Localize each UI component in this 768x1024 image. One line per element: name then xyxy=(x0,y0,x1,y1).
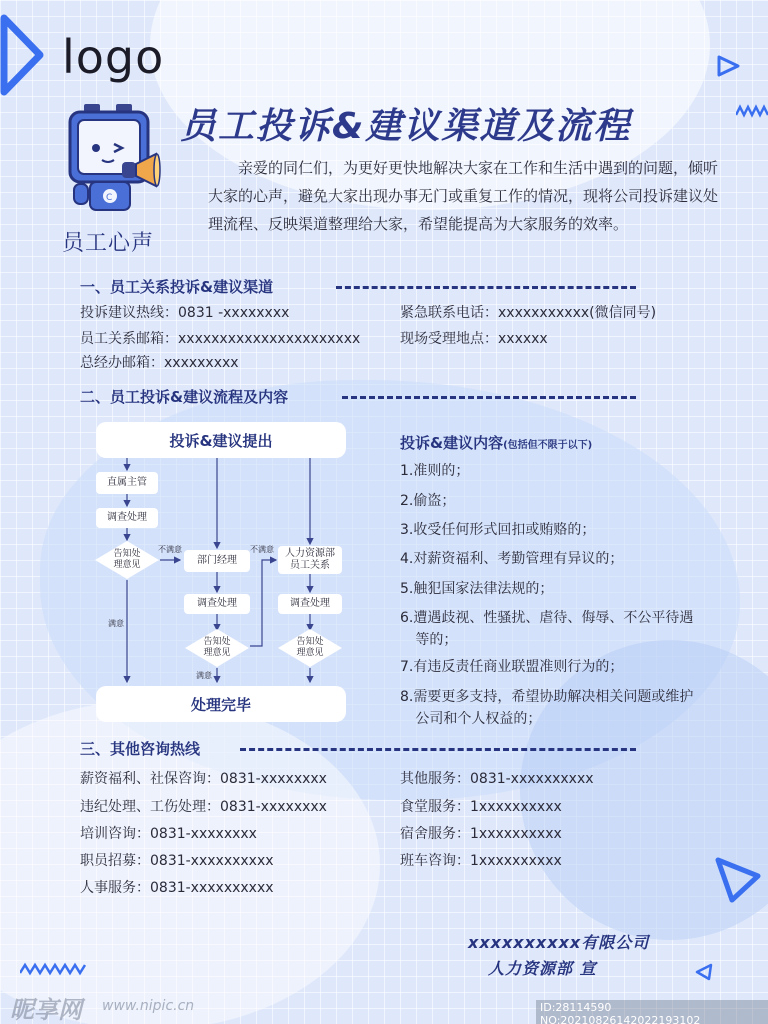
content-item xyxy=(400,578,720,600)
flow-notify: 告知处 理意见 xyxy=(113,549,141,570)
content-item xyxy=(400,656,720,678)
flow-label-satisfied: 满意 xyxy=(196,671,212,680)
hotline-item: 薪资福利、社保咨询：0831-xxxxxxxx xyxy=(80,771,327,787)
flow-notify: 告知处 理意见 xyxy=(203,637,231,658)
flow-decision xyxy=(94,540,160,580)
watermark-brand: 昵享网 xyxy=(10,996,82,1024)
flow-start: 投诉&建议提出 xyxy=(96,422,346,458)
content-item-text: 5.触犯国家法律法规的； xyxy=(400,581,554,597)
content-item xyxy=(400,519,720,541)
content-item xyxy=(400,490,720,512)
flow-investigate: 调查处理 xyxy=(96,508,158,528)
flow-investigate: 调查处理 xyxy=(278,594,342,614)
channel-hotline: 投诉建议热线：0831 -xxxxxxxx xyxy=(80,305,290,321)
content-item-text: 8.需要更多支持，希望协助解决相关问题或维护公司和个人权益的； xyxy=(400,689,694,727)
hotline-item: 培训咨询：0831-xxxxxxxx xyxy=(80,826,257,842)
content-title xyxy=(400,432,592,453)
flow-label-unsatisfied: 不满意 xyxy=(158,545,182,554)
content-item xyxy=(400,460,720,482)
flow-hr: 人力资源部 员工关系 xyxy=(278,546,342,574)
content-item xyxy=(400,607,700,651)
footer-department: 人力资源部 宣 xyxy=(488,959,597,978)
section3-title: 三、其他咨询热线 xyxy=(80,740,201,758)
content-note: (包括但不限于以下) xyxy=(503,440,593,451)
hotline-item: 人事服务：0831-xxxxxxxxxx xyxy=(80,880,274,896)
channel-gm-email: 总经办邮箱：xxxxxxxxx xyxy=(80,355,239,371)
hotline-item: 宿舍服务：1xxxxxxxxxx xyxy=(400,826,562,842)
channel-email: 员工关系邮箱：xxxxxxxxxxxxxxxxxxxxxx xyxy=(80,331,361,347)
watermark-site: www.nipic.cn xyxy=(102,998,195,1014)
content-item-text: 7.有违反责任商业联盟准则行为的； xyxy=(400,659,624,675)
logo-text: logo xyxy=(62,30,165,84)
flow-notify: 告知处 理意见 xyxy=(296,637,324,658)
flow-decision xyxy=(277,628,343,668)
page-title: 员工投诉&建议渠道及流程 xyxy=(180,106,632,147)
watermark-id: ID:28114590 NO:20210826142022193102 xyxy=(536,1000,768,1024)
svg-text:C: C xyxy=(106,193,113,203)
content-title-text: 投诉&建议内容 xyxy=(400,434,504,452)
content-item-text: 2.偷盗； xyxy=(400,493,456,509)
footer-company: xxxxxxxxxx有限公司 xyxy=(468,933,650,952)
flow-label-unsatisfied: 不满意 xyxy=(250,545,274,554)
hotline-item: 班车咨询：1xxxxxxxxxx xyxy=(400,853,562,869)
divider xyxy=(240,748,636,751)
section1-title: 一、员工关系投诉&建议渠道 xyxy=(80,278,274,296)
hotline-item: 其他服务：0831-xxxxxxxxxx xyxy=(400,771,594,787)
intro-paragraph: 亲爱的同仁们，为更好更快地解决大家在工作和生活中遇到的问题，倾听大家的心声，避免大家出现办事无门或重复工作的情况，现将公司投诉建议处理流程、反映渠道整理给大家，希望能提高为大家服务的效率。 xyxy=(208,159,719,233)
section2-title: 二、员工投诉&建议流程及内容 xyxy=(80,388,289,406)
flow-dept-manager: 部门经理 xyxy=(184,550,250,572)
flow-decision xyxy=(184,628,250,668)
flow-label-satisfied: 满意 xyxy=(108,619,124,628)
mascot-caption: 员工心声 xyxy=(62,231,155,256)
hotline-item: 违纪处理、工伤处理：0831-xxxxxxxx xyxy=(80,799,327,815)
channel-onsite: 现场受理地点：xxxxxx xyxy=(400,331,548,347)
flow-direct-manager: 直属主管 xyxy=(96,472,158,494)
hotline-item: 食堂服务：1xxxxxxxxxx xyxy=(400,799,562,815)
content-item xyxy=(400,686,705,730)
content-item-text: 4.对薪资福利、考勤管理有异议的； xyxy=(400,551,624,567)
flow-investigate: 调查处理 xyxy=(184,594,250,614)
channel-emergency-phone: 紧急联系电话：xxxxxxxxxxx(微信同号) xyxy=(400,305,657,321)
flow-end: 处理完毕 xyxy=(96,686,346,722)
content-item xyxy=(400,548,720,570)
hotline-item: 职员招募：0831-xxxxxxxxxx xyxy=(80,853,274,869)
content-item-text: 3.收受任何形式回扣或贿赂的； xyxy=(400,522,596,538)
content-item-text: 1.准则的； xyxy=(400,463,470,479)
content-item-text: 6.遭遇歧视、性骚扰、虐待、侮辱、不公平待遇等的； xyxy=(400,610,694,648)
